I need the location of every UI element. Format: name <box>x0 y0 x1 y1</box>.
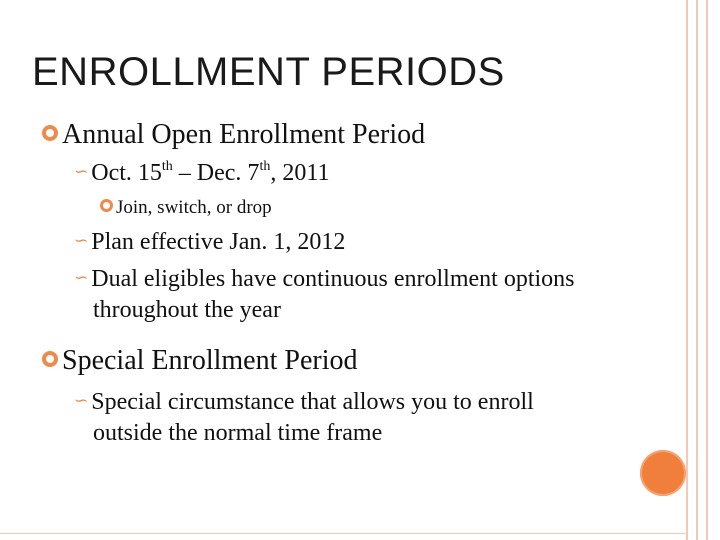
circle-bullet-icon <box>42 351 58 367</box>
date-start-suffix: th <box>161 159 173 174</box>
date-end: – Dec. 7 <box>172 160 260 186</box>
enrollment-dates-item <box>74 160 329 187</box>
special-enrollment-heading: Special Enrollment Period <box>62 345 358 376</box>
wave-bullet-icon: ∽ <box>74 391 89 410</box>
wave-bullet-icon: ∽ <box>74 162 89 181</box>
plan-effective-text: Plan effective Jan. 1, 2012 <box>91 229 346 255</box>
join-switch-drop-item <box>100 197 272 219</box>
join-switch-drop-text: Join, switch, or drop <box>116 197 272 218</box>
decorative-orange-circle <box>640 450 686 496</box>
date-start: Oct. 15 <box>91 160 162 186</box>
special-circumstance-text-line2: outside the normal time frame <box>93 420 383 446</box>
wave-bullet-icon: ∽ <box>74 231 89 250</box>
wave-bullet-icon: ∽ <box>74 268 89 287</box>
frame-line-outer <box>706 0 708 540</box>
bottom-rule <box>0 533 686 534</box>
special-circumstance-item <box>74 389 534 416</box>
date-end-suffix: th <box>259 159 271 174</box>
small-circle-bullet-icon <box>100 199 113 212</box>
dual-eligibles-text-line2: throughout the year <box>93 297 281 323</box>
annual-enrollment-item <box>42 119 425 151</box>
plan-effective-item <box>74 229 345 256</box>
frame-line-middle <box>696 0 698 540</box>
slide-title: ENROLLMENT PERIODS <box>32 50 505 94</box>
special-circumstance-text-line1: Special circumstance that allows you to enroll <box>91 389 534 415</box>
circle-bullet-icon <box>42 125 58 141</box>
date-year: , 2011 <box>270 160 330 186</box>
frame-line-inner <box>686 0 688 540</box>
annual-enrollment-heading: Annual Open Enrollment Period <box>62 119 426 150</box>
dual-eligibles-item <box>74 266 575 293</box>
special-enrollment-item <box>42 345 358 377</box>
dual-eligibles-text-line1: Dual eligibles have continuous enrollment options <box>91 266 575 292</box>
